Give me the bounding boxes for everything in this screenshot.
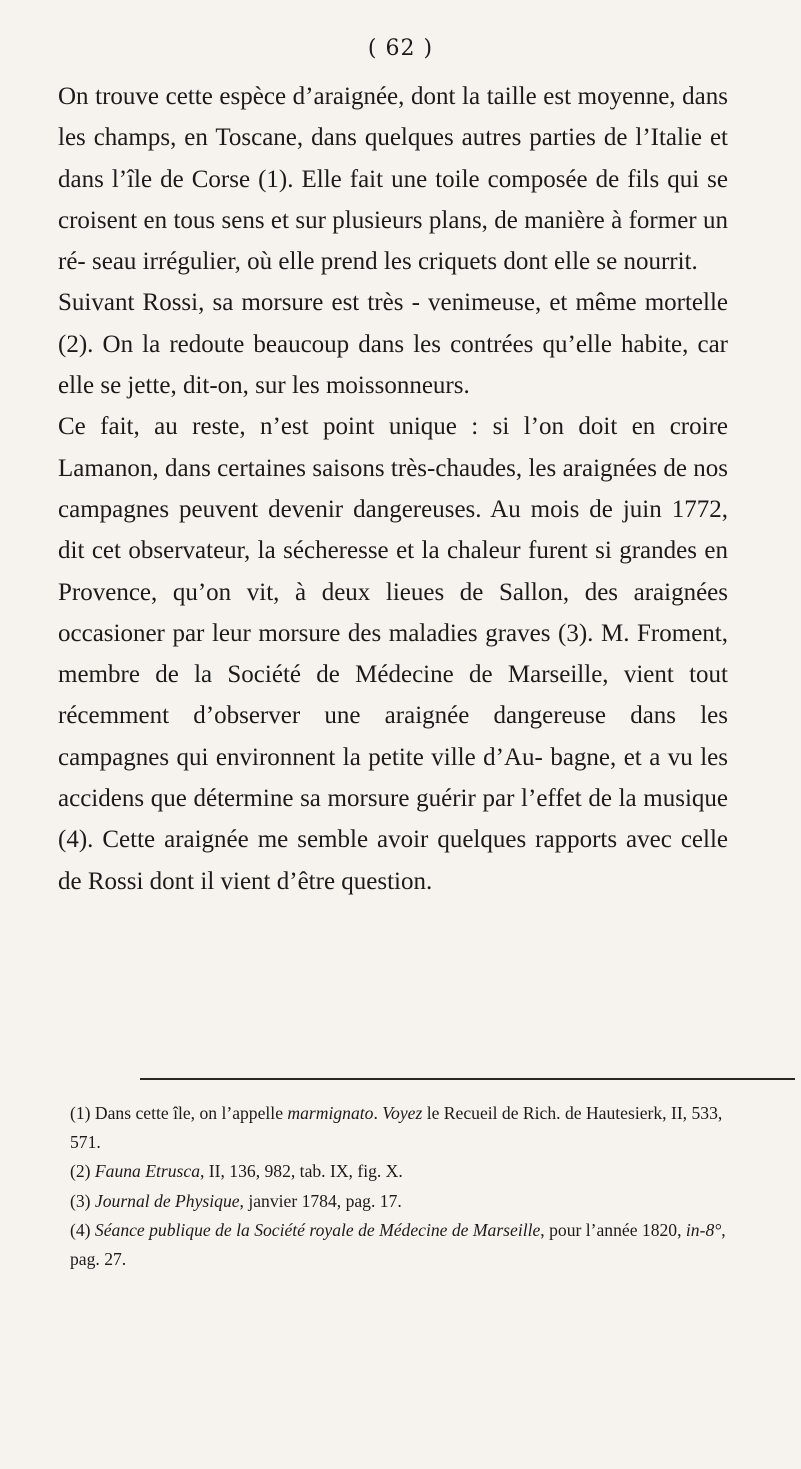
footnote-divider [140, 1078, 795, 1080]
footnote-italic: marmignato [287, 1103, 374, 1123]
footnote-italic: Séance publique de la Société royale de Médecine de Marseille [94, 1219, 541, 1240]
footnote-number: (4) [70, 1219, 91, 1240]
footnote-text: , pour l’année 1820, [540, 1219, 686, 1240]
main-text [58, 76, 728, 902]
paragraph-1: On trouve cette espèce d’araignée, dont la taille est moyenne, dans les champs, en Toscane, dans quelques autres parties de l’Italie et dans l’île de Corse (1). Elle fait une toile composée de fils qui se croisent en tous sens et sur plusieurs plans, de manière à former un ré- seau irrégulier, où elle prend les criquets dont elle se nourrit. [58, 83, 728, 276]
footnote-italic: Journal de Physique [94, 1190, 240, 1211]
paragraph-2: Suivant Rossi, sa morsure est très - venimeuse, et même mortelle (2). On la redoute beaucoup dans les contrées qu’elle habite, car elle se jette, dit-on, sur les moissonneurs. [58, 289, 728, 400]
paragraph-3: Ce fait, au reste, n’est point unique : si l’on doit en croire Lamanon, dans certaines saisons très-chaudes, les araignées de nos campagnes peuvent devenir dangereuses. Au mois de juin 1772, dit cet observateur, la sécheresse et la chaleur furent si grandes en Provence, qu’on vit, à deux lieues de Sallon, des araignées occasioner par leur morsure des maladies graves (3). M. Froment, membre de la Société de Médecine de Marseille, vient tout récemment d’observer une araignée dangereuse dans les campagnes qui environnent la petite ville d’Au- bagne, et a vu les accidens que détermine sa morsure guérir par l’effet de la musique (4). Cette araignée me semble avoir quelques rapports avec celle de Rossi dont il vient d’être question. [58, 413, 728, 895]
footnote-number: (2) [70, 1161, 91, 1182]
footnote-1 [70, 1099, 740, 1157]
footnote-number: (3) [70, 1190, 91, 1211]
footnote-italic: in-8° [685, 1219, 722, 1240]
footnote-3 [70, 1187, 740, 1216]
page-number: ( 62 ) [367, 36, 434, 61]
footnote-text: , janvier 1784, pag. 17. [239, 1190, 402, 1211]
footnote-italic: Voyez [382, 1103, 423, 1123]
footnote-number: (1) [70, 1103, 91, 1123]
footnote-4 [70, 1216, 740, 1274]
footnote-text: , II, 136, 982, tab. IX, fig. X. [200, 1161, 403, 1182]
footnote-text: le Recueil de Rich. de Hautesierk, II, 533, 571. [70, 1103, 723, 1153]
footnote-text: . [373, 1103, 383, 1123]
footnote-2 [70, 1157, 740, 1186]
footnote-text: , pag. 27. [70, 1219, 726, 1270]
footnote-text: Dans cette île, on l’appelle [94, 1103, 288, 1123]
footnotes [70, 1099, 740, 1274]
footnote-italic: Fauna Etrusca [94, 1161, 200, 1182]
